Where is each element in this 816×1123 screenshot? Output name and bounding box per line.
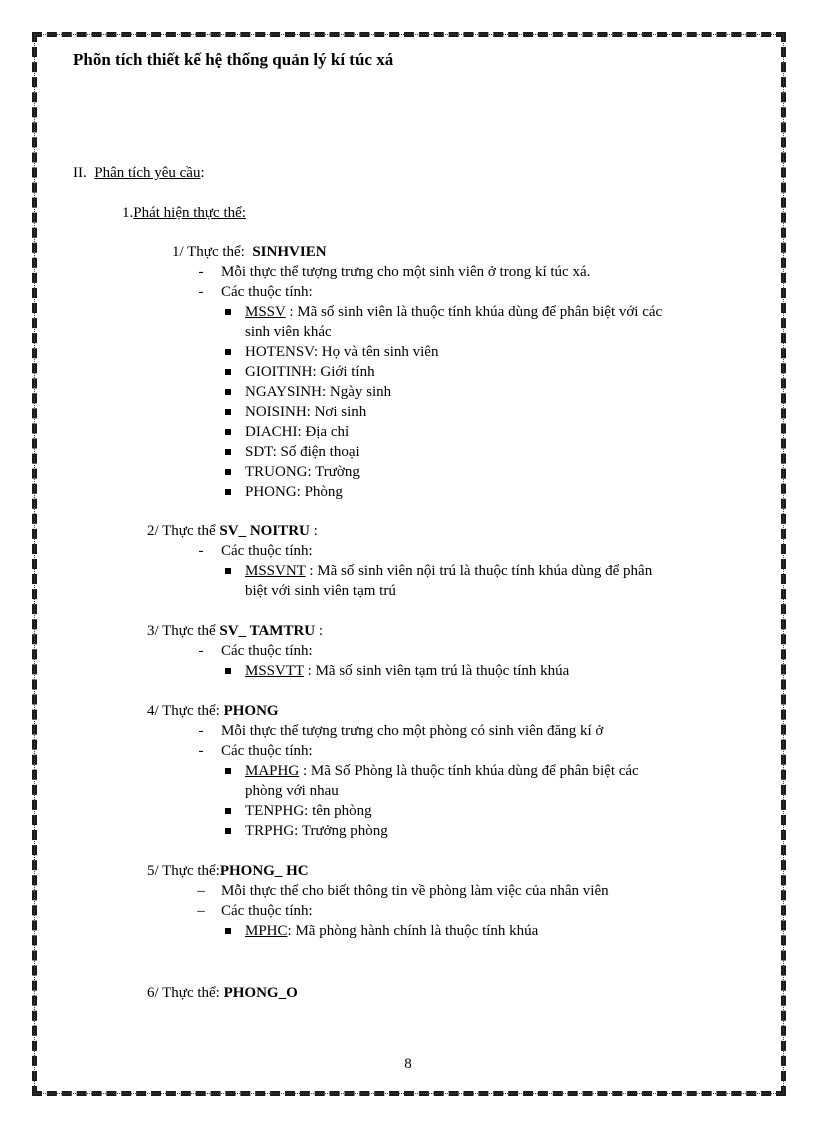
entity-5-heading [147, 861, 309, 881]
page-number: 8 [404, 1056, 412, 1072]
key-attribute-name: MPHC [245, 923, 288, 939]
dash-bullet: – [197, 883, 205, 899]
square-bullet [225, 668, 231, 674]
entity-1-heading [172, 242, 327, 262]
entity-4-key-attribute-cont: phòng với nhau [245, 783, 339, 799]
attribute-item: GIOITINH: Giới tính [245, 364, 375, 380]
entity-1-description: Mỗi thực thể tượng trưng cho một sinh viên ở trong kí túc xá. [221, 264, 591, 280]
section-number: II. [73, 165, 87, 181]
key-attribute-name: MSSV [245, 304, 286, 320]
square-bullet [225, 469, 231, 475]
square-bullet [225, 489, 231, 495]
dash-bullet: - [198, 723, 204, 739]
key-attribute-text: : Mã phòng hành chính là thuộc tính khúa [287, 923, 539, 939]
entity-4-key-attribute [245, 761, 639, 781]
square-bullet [225, 768, 231, 774]
square-bullet [225, 429, 231, 435]
attribute-item: TRPHG: Trưởng phòng [245, 823, 388, 839]
dash-bullet: - [198, 284, 204, 300]
document-header-title: Phõn tích thiết kế hệ thống quản lý kí túc xá [73, 50, 394, 69]
section-colon: : [200, 165, 205, 181]
square-bullet [225, 389, 231, 395]
attribute-item: TENPHG: tên phòng [245, 803, 372, 819]
entity-2-suffix: : [309, 523, 318, 539]
entity-3-key-attribute [245, 661, 569, 681]
attribute-item: DIACHI: Địa chỉ [245, 424, 350, 440]
square-bullet [225, 568, 231, 574]
entity-5-prefix: 5/ Thực thể: [147, 863, 220, 879]
dash-bullet: - [198, 743, 204, 759]
square-bullet [225, 828, 231, 834]
attribute-item: NGAYSINH: Ngày sinh [245, 384, 392, 400]
attribute-item: SDT: Số điện thoại [245, 444, 360, 460]
key-attribute-name: MSSVTT [245, 663, 304, 679]
entity-6-heading [147, 983, 298, 1003]
key-attribute-text: : Mã số sinh viên tạm trú là thuộc tính khúa [307, 663, 570, 679]
entity-6-name: PHONG_O [223, 985, 298, 1001]
entity-2-heading [147, 521, 318, 541]
entity-4-name: PHONG [223, 703, 279, 719]
square-bullet [225, 369, 231, 375]
entity-3-name: SV_ TAMTRU [219, 623, 316, 639]
entity-5-name: PHONG_ HC [219, 863, 309, 879]
attribute-item: PHONG: Phòng [245, 484, 343, 500]
key-attribute-name: MSSVNT [245, 563, 306, 579]
key-attribute-text: : Mã Số Phòng là thuộc tính khúa dùng để phân biệt các [302, 763, 639, 779]
square-bullet [225, 309, 231, 315]
section-heading [73, 163, 205, 183]
entity-3-attrs-label: Các thuộc tính: [221, 643, 313, 659]
square-bullet [225, 928, 231, 934]
subsection-title: Phát hiện thực thể: [133, 205, 246, 221]
attribute-item: NOISINH: Nơi sinh [245, 404, 367, 420]
attribute-item: TRUONG: Trường [245, 464, 360, 480]
key-attribute-text: : Mã số sinh viên là thuộc tính khúa dùng để phân biệt với các [289, 304, 663, 320]
key-attribute-name: MAPHG [245, 763, 300, 779]
dash-bullet: - [198, 643, 204, 659]
entity-1-prefix: 1/ Thực thể: [172, 244, 245, 260]
entity-2-key-attribute-cont: biệt với sinh viên tạm trú [245, 583, 396, 599]
entity-4-attrs-label: Các thuộc tính: [221, 743, 313, 759]
square-bullet [225, 808, 231, 814]
entity-1-key-attribute [245, 302, 662, 322]
entity-3-suffix: : [315, 623, 324, 639]
section-title: Phân tích yêu cầu [94, 165, 201, 181]
attribute-item: HOTENSV: Họ và tên sinh viên [245, 344, 439, 360]
dash-bullet: - [198, 264, 204, 280]
entity-2-attrs-label: Các thuộc tính: [221, 543, 313, 559]
entity-5-attrs-label: Các thuộc tính: [221, 903, 313, 919]
entity-3-prefix: 3/ Thực thể [147, 623, 216, 639]
entity-2-name: SV_ NOITRU [219, 523, 310, 539]
subsection-heading [122, 203, 246, 223]
entity-1-name: SINHVIEN [252, 244, 327, 260]
square-bullet [225, 449, 231, 455]
entity-4-heading [147, 701, 279, 721]
entity-2-prefix: 2/ Thực thể [147, 523, 216, 539]
key-attribute-text: : Mã số sinh viên nội trú là thuộc tính khúa dùng để phân [309, 563, 653, 579]
entity-5-description: Mỗi thực thể cho biết thông tin về phòng làm việc của nhân viên [221, 883, 609, 899]
subsection-number: 1. [122, 205, 134, 221]
dash-bullet: – [197, 903, 205, 919]
dash-bullet: - [198, 543, 204, 559]
entity-3-heading [147, 621, 323, 641]
square-bullet [225, 349, 231, 355]
entity-5-key-attribute [245, 921, 538, 941]
entity-6-prefix: 6/ Thực thể: [147, 985, 220, 1001]
entity-2-key-attribute [245, 561, 652, 581]
square-bullet [225, 409, 231, 415]
entity-1-key-attribute-cont: sinh viên khác [245, 324, 332, 340]
entity-4-prefix: 4/ Thực thể: [147, 703, 220, 719]
entity-4-description: Mỗi thực thể tượng trưng cho một phòng có sinh viên đăng kí ở [221, 723, 604, 739]
entity-1-attrs-label: Các thuộc tính: [221, 284, 313, 300]
